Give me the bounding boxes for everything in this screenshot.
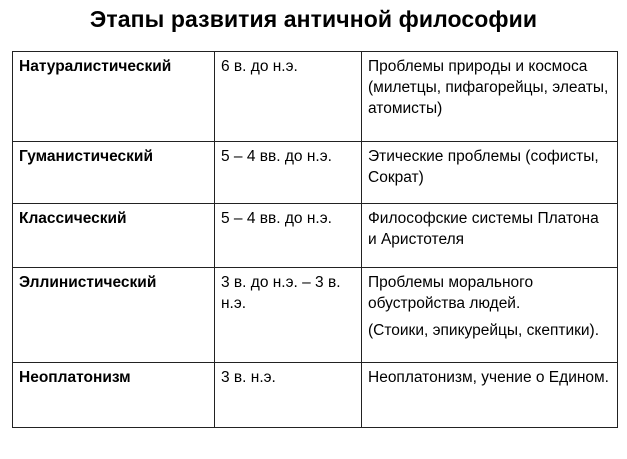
period-cell: 5 – 4 вв. до н.э. [215,142,362,204]
period-cell: 5 – 4 вв. до н.э. [215,204,362,268]
period-cell: 3 в. до н.э. – 3 в. н.э. [215,268,362,363]
description-cell [362,363,618,428]
stage-name-cell: Эллинистический [13,268,215,363]
page-title: Этапы развития античной философии [89,6,538,32]
philosophy-stages-table [12,51,618,428]
stage-name-cell: Натуралистический [13,52,215,142]
description-text: Проблемы морального обустройства людей. [368,274,534,312]
description-text: (Стоики, эпикурейцы, скептики). [368,322,600,339]
description-cell [362,142,618,204]
description-text: Проблемы природы и космоса (милетцы, пифагорейцы, элеаты, атомисты) [368,58,609,117]
stage-name-cell: Классический [13,204,215,268]
description-text: Философские системы Платона и Аристотеля [368,210,599,248]
description-cell [362,52,618,142]
description-cell [362,268,618,363]
table-row [13,363,618,428]
period-cell: 3 в. н.э. [215,363,362,428]
table-row [13,268,618,363]
stage-name-cell: Гуманистический [13,142,215,204]
table-row [13,52,618,142]
period-cell: 6 в. до н.э. [215,52,362,142]
description-cell [362,204,618,268]
table-row [13,204,618,268]
table-row [13,142,618,204]
description-text: Неоплатонизм, учение о Едином. [368,369,609,386]
description-text: Этические проблемы (софисты, Сократ) [368,148,599,186]
stage-name-cell: Неоплатонизм [13,363,215,428]
